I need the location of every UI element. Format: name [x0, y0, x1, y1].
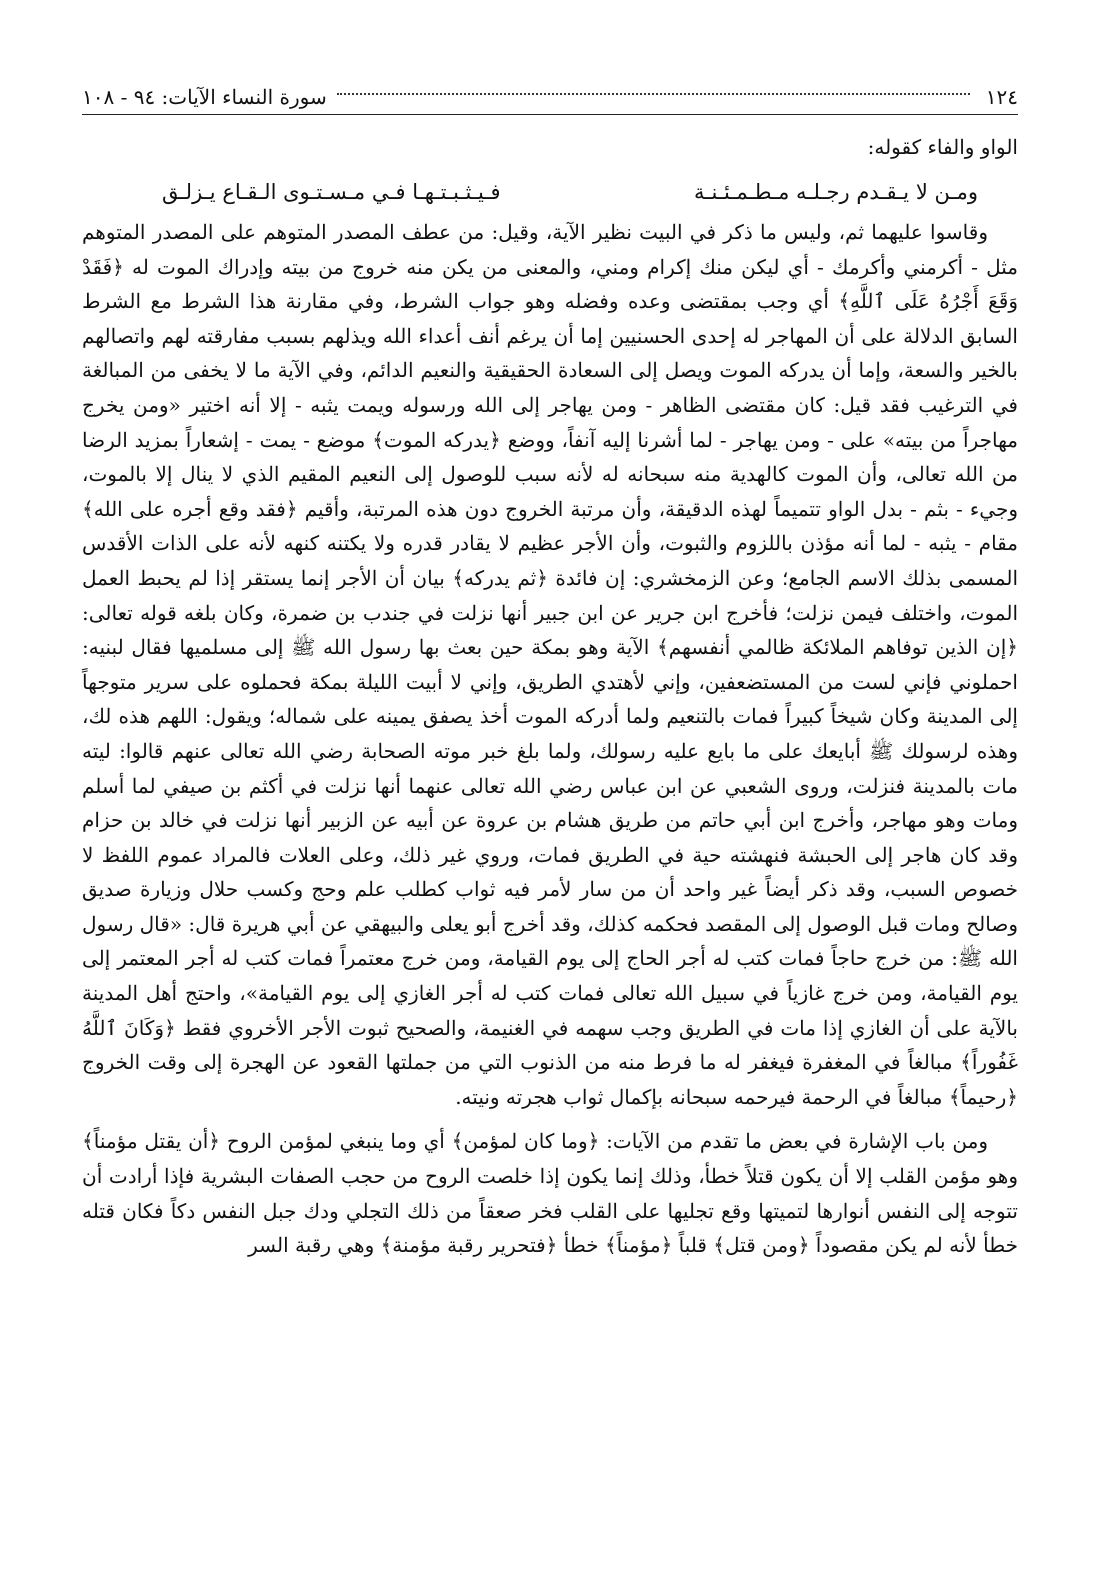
book-page — [82, 80, 1018, 1273]
paragraph: ومن باب الإشارة في بعض ما تقدم من الآيات: ﴿وما كان لمؤمن﴾ أي وما ينبغي لمؤمن الروح ﴿أن يقتل مؤمناً﴾ وهو مؤمن القلب إلا أن يكون قتلاً خطأ، وذلك إنما يكون إذا خلصت الروح من حجب الصفات البشرية فإذا أرادت أن تتوجه إلى النفس أنوارها لتميتها وقع تجليها على القلب فخر صعقاً من ذلك التجلي ودك جبل النفس دكاً فكان قتله خطأ لأنه لم يكن مقصوداً ﴿ومن قتل﴾ قلباً ﴿مؤمناً﴾ خطأ ﴿فتحرير رقبة مؤمنة﴾ وهي رقبة السر — [82, 1129, 1018, 1258]
intro-line: الواو والفاء كقوله: — [867, 135, 1018, 159]
page-number: ١٢٤ — [985, 85, 1018, 109]
verse-first-hemistich: ومـن لا يـقـدم رجـلـه مـطـمـئـنـة — [694, 180, 978, 204]
header-dotted-leader — [337, 93, 970, 95]
verse-second-hemistich: فـيـثـبـتـهـا فـي مـسـتـوى الـقـاع يـزلـق — [162, 180, 501, 204]
running-header — [82, 80, 1018, 115]
running-title: سورة النساء الآيات: ٩٤ - ١٠٨ — [82, 85, 327, 109]
poetry-verse — [82, 171, 1018, 213]
paragraph: وقاسوا عليهما ثم، وليس ما ذكر في البيت نظير الآية، وقيل: من عطف المصدر المتوهم على المصدر المتوهم مثل - أكرمني وأكرمك - أي ليكن منك إكرام ومني، والمعنى من يكن منه خروج من بيته وإدراك الموت له ﴿فَقَدْ وَقَعَ أَجْرُهُ عَلَى ٱللَّهِ﴾ أي وجب بمقتضى وعده وفضله وهو جواب الشرط، وفي مقارنة هذا الشرط مع الشرط السابق الدلالة على أن المهاجر له إحدى الحسنيين إما أن يرغم أنف أعداء الله ويذلهم بسبب مفارقته لهم واتصالهم بالخير والسعة، وإما أن يدركه الموت ويصل إلى السعادة الحقيقية والنعيم الدائم، وفي الآية ما لا يخفى من المبالغة في الترغيب فقد قيل: كان مقتضى الظاهر - ومن يهاجر إلى الله ورسوله ويمت يثبه - إلا أنه اختير «ومن يخرج مهاجراً من بيته» على - ومن يهاجر - لما أشرنا إليه آنفاً، ووضع ﴿يدركه الموت﴾ موضع - يمت - إشعاراً بمزيد الرضا من الله تعالى، وأن الموت كالهدية منه سبحانه له لأنه سبب للوصول إلى النعيم المقيم الذي لا ينال إلا بالموت، وجيء - بثم - بدل الواو تتميماً لهذه الدقيقة، وأن مرتبة الخروج دون هذه المرتبة، وأقيم ﴿فقد وقع أجره على الله﴾ مقام - يثبه - لما أنه مؤذن باللزوم والثبوت، وأن الأجر عظيم لا يقادر قدره ولا يكتنه كنهه لأنه على الذات الأقدس المسمى بذلك الاسم الجامع؛ وعن الزمخشري: إن فائدة ﴿ثم يدركه﴾ بيان أن الأجر إنما يستقر إذا لم يحبط العمل الموت، واختلف فيمن نزلت؛ فأخرج ابن جرير عن ابن جبير أنها نزلت في جندب بن ضمرة، وكان بلغه قوله تعالى: ﴿إن الذين توفاهم الملائكة ظالمي أنفسهم﴾ الآية وهو بمكة حين بعث بها رسول الله ﷺ إلى مسلميها فقال لبنيه: احملوني فإني لست من المستضعفين، وإني لأهتدي الطريق، وإني لا أبيت الليلة بمكة فحملوه على سرير متوجهاً إلى المدينة وكان شيخاً كبيراً فمات بالتنعيم ولما أدركه الموت أخذ يصفق يمينه على شماله؛ ويقول: اللهم هذه لك، وهذه لرسولك ﷺ أبايعك على ما بايع عليه رسولك، ولما بلغ خبر موته الصحابة رضي الله تعالى عنهم قالوا: ليته مات بالمدينة فنزلت، وروى الشعبي عن ابن عباس رضي الله تعالى عنهما أنها نزلت في أكثم بن صيفي لما أسلم ومات وهو مهاجر، وأخرج ابن أبي حاتم من طريق هشام بن عروة عن أبيه عن الزبير أنها نزلت في خالد بن حزام وقد كان هاجر إلى الحبشة فنهشته حية في الطريق فمات، وروي غير ذلك، وعلى العلات فالمراد عموم اللفظ لا خصوص السبب، وقد ذكر أيضاً غير واحد أن من سار لأمر فيه ثواب كطلب علم وحج وكسب حلال وزيارة صديق وصالح ومات قبل الوصول إلى المقصد فحكمه كذلك، وقد أخرج أبو يعلى والبيهقي عن أبي هريرة قال: «قال رسول الله ﷺ: من خرج حاجاً فمات كتب له أجر الحاج إلى يوم القيامة، ومن خرج معتمراً فمات كتب له أجر المعتمر إلى يوم القيامة، ومن خرج غازياً في سبيل الله تعالى فمات كتب له أجر الغازي إلى يوم القيامة»، واحتج أهل المدينة بالآية على أن الغازي إذا مات في الطريق وجب سهمه في الغنيمة، والصحيح ثبوت الأجر الأخروي فقط ﴿وَكَانَ ٱللَّهُ غَفُوراً﴾ مبالغاً في المغفرة فيغفر له ما فرط منه من الذنوب التي من جملتها القعود عن الهجرة إلى وقت الخروج ﴿رحيماً﴾ مبالغاً في الرحمة فيرحمه سبحانه بإكمال ثواب هجرته ونيته. — [82, 220, 1019, 1109]
body-text — [82, 215, 1018, 1263]
